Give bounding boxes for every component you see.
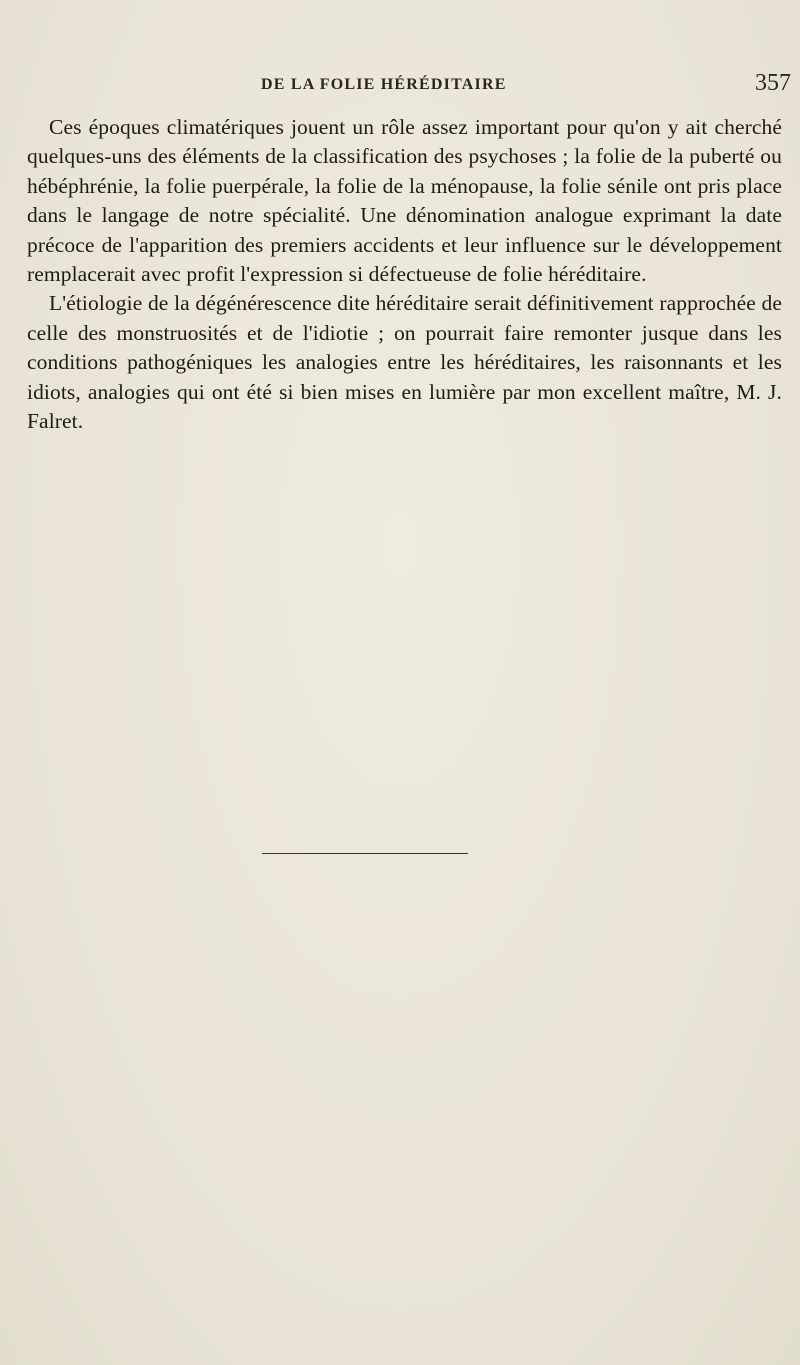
page-number: 357 xyxy=(755,70,791,96)
paragraph-etiology-degeneration: L'étiologie de la dégénérescence dite héréditaire serait définitivement rapprochée de celle des monstruosités et de l'idiotie ; on pourrait faire remonter jusque dans les conditions pathogéniques les analogies entre les héréditaires, les raisonnants et les idiots, analogies qui ont été si bien mises en lumière par mon excellent maître, M. J. Falret. xyxy=(27,291,782,434)
running-head xyxy=(261,70,791,106)
running-title: DE LA FOLIE HÉRÉDITAIRE xyxy=(261,76,507,93)
body-text xyxy=(27,113,782,436)
paragraph-climacteric-epochs: Ces époques climatériques jouent un rôle assez important pour qu'on y ait cherché quelques-uns des éléments de la classification des psychoses ; la folie de la puberté ou hébéphrénie, la folie puerpérale, la folie de la ménopause, la folie sénile ont pris place dans le langage de notre spécialité. Une dénomination analogue exprimant la date précoce de l'apparition des premiers accidents et leur influence sur le développement remplacerait avec profit l'expression si défectueuse de folie héréditaire. xyxy=(27,115,782,287)
section-divider-rule xyxy=(262,853,468,854)
